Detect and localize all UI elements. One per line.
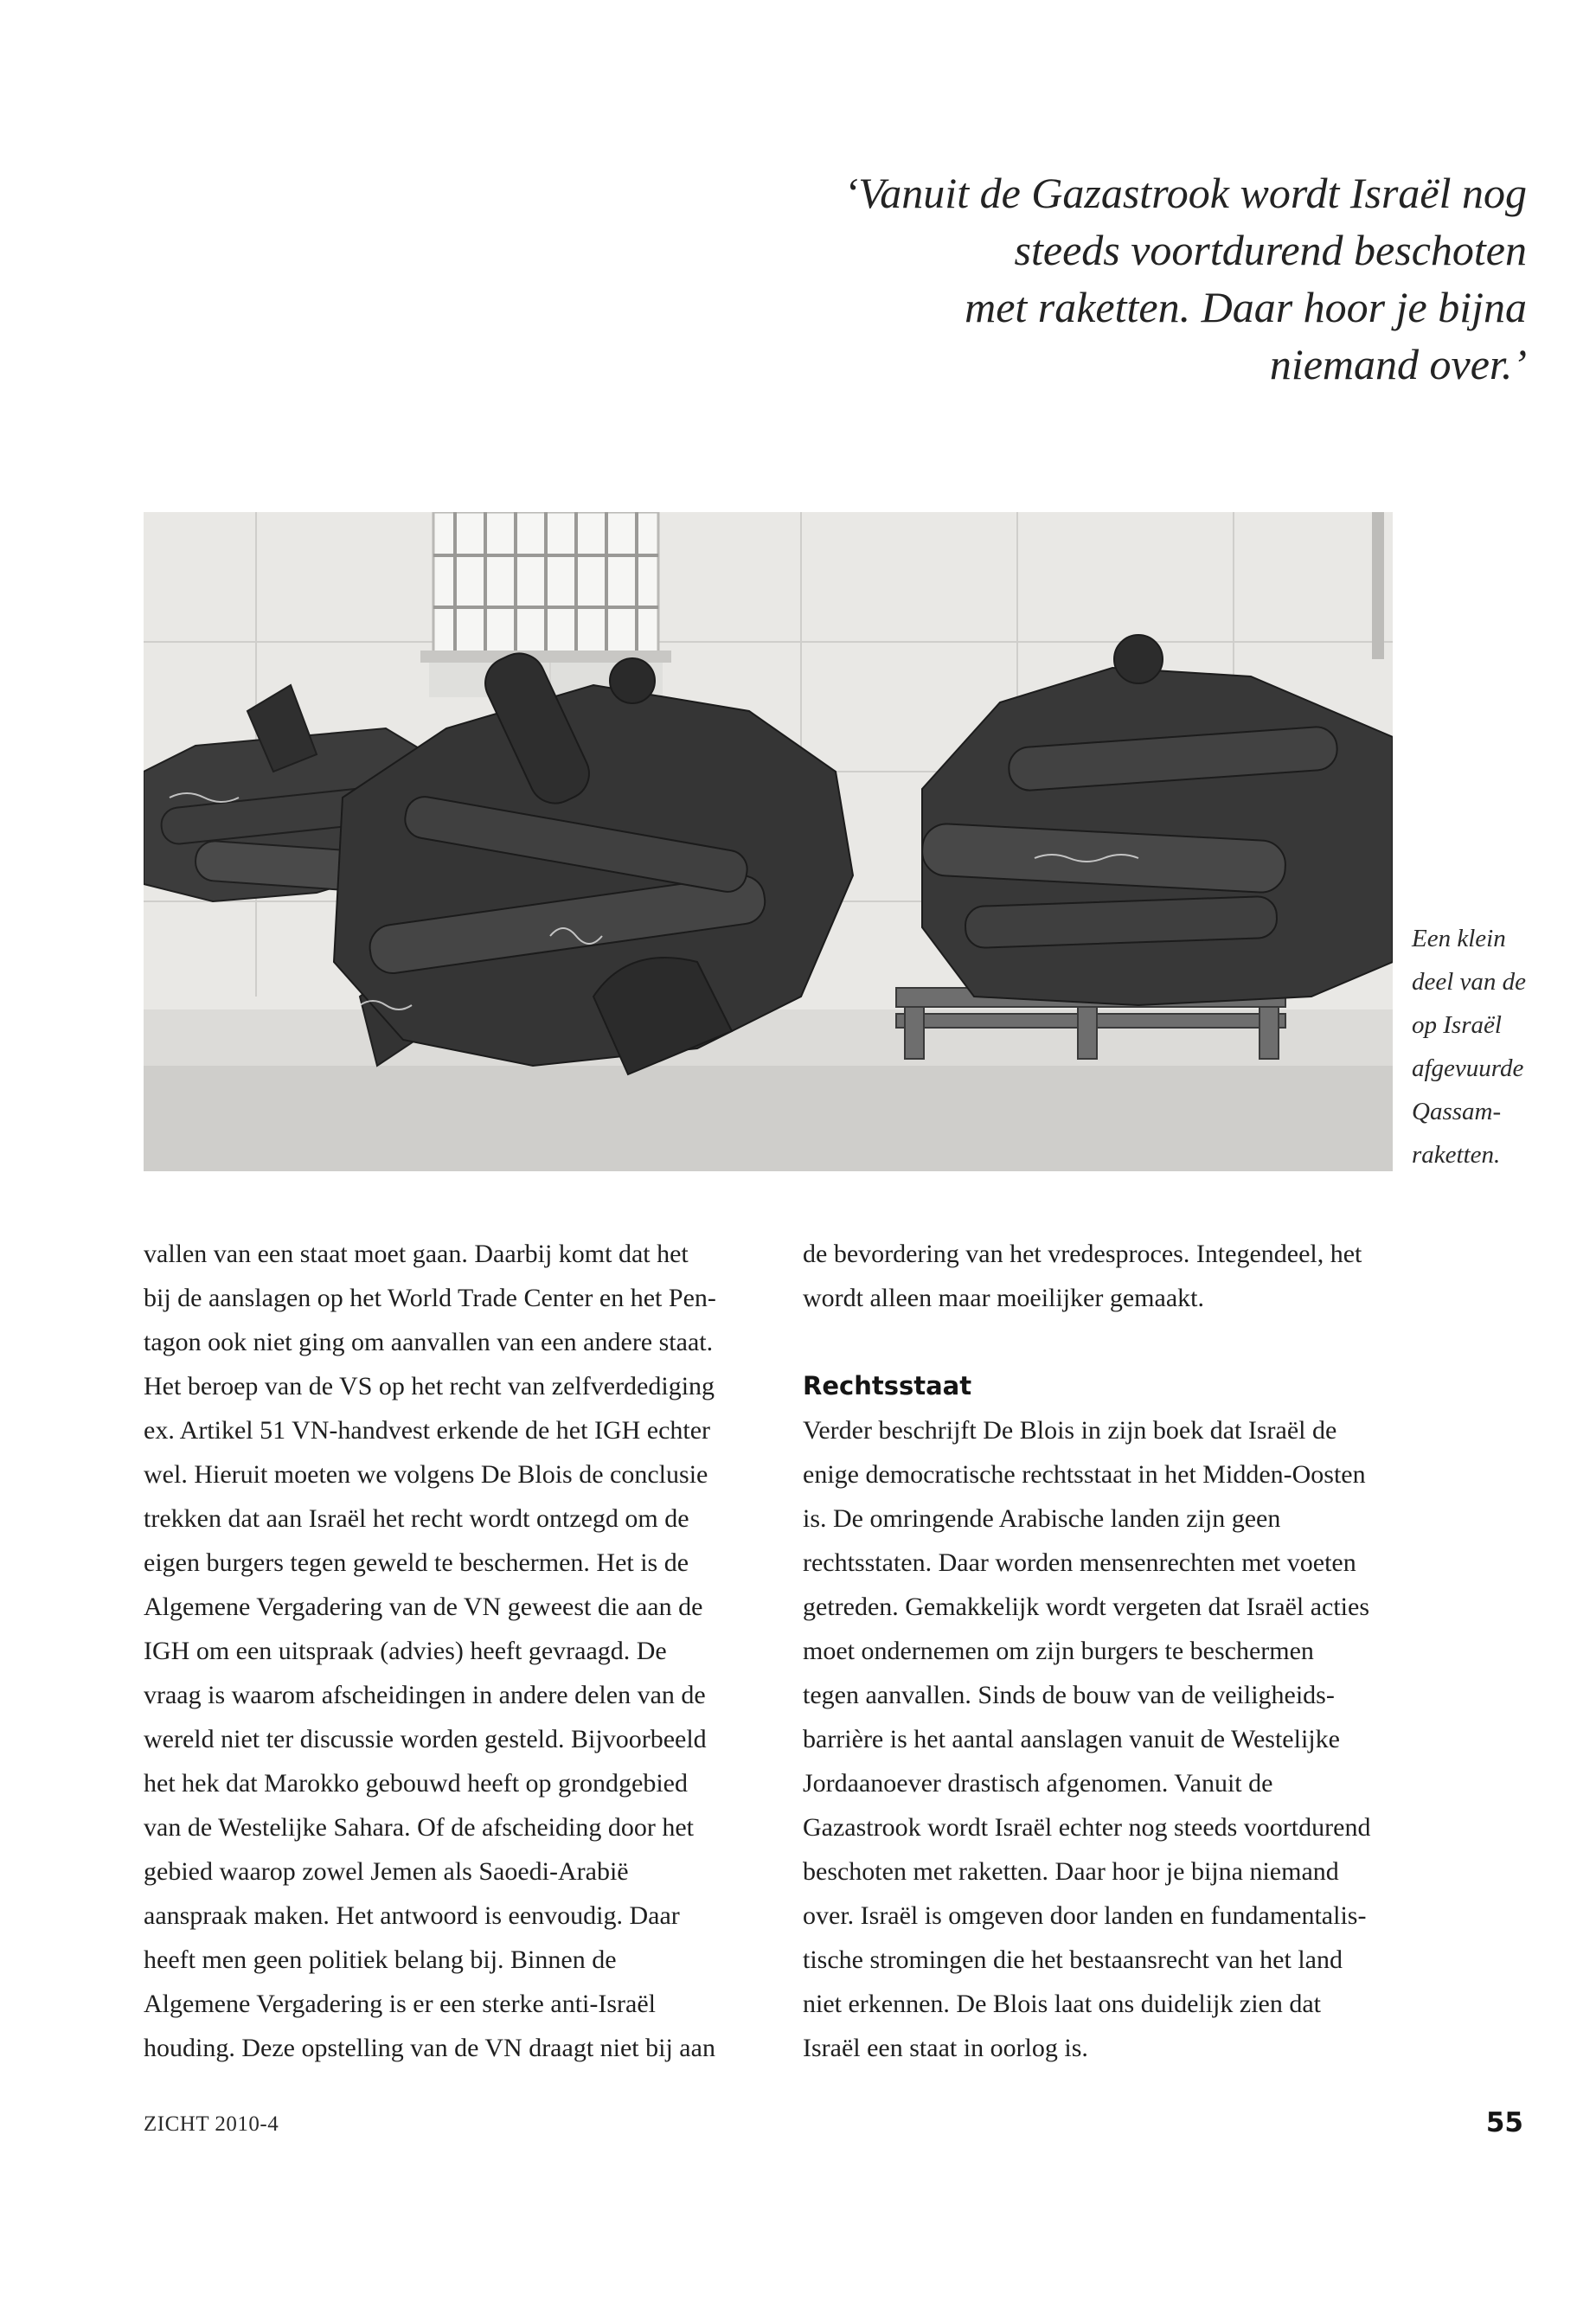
body-line: niet erkennen. De Blois laat ons duidelijk zien dat <box>803 1990 1322 2018</box>
pull-quote-line: steeds voortdurend beschoten <box>1014 226 1527 274</box>
body-line: de bevordering van het vredesproces. Integendeel, het <box>803 1240 1362 1268</box>
caption-line: afgevuurde <box>1412 1054 1524 1082</box>
body-line: Algemene Vergadering van de VN geweest die aan de <box>144 1593 703 1621</box>
pull-quote <box>766 164 1527 393</box>
body-line: rechtsstaten. Daar worden mensenrechten met voeten <box>803 1548 1356 1577</box>
body-line: eigen burgers tegen geweld te beschermen. Het is de <box>144 1548 689 1577</box>
body-line: Verder beschrijft De Blois in zijn boek dat Israël de <box>803 1416 1337 1445</box>
body-line: het hek dat Marokko gebouwd heeft op grondgebied <box>144 1769 688 1798</box>
pull-quote-line: met raketten. Daar hoor je bijna <box>965 283 1527 331</box>
body-line: trekken dat aan Israël het recht wordt ontzegd om de <box>144 1504 689 1533</box>
caption-line: raketten. <box>1412 1141 1501 1169</box>
publication-footer: ZICHT 2010-4 <box>144 2112 279 2136</box>
body-line: bij de aanslagen op het World Trade Center en het Pen- <box>144 1284 716 1312</box>
body-line: wel. Hieruit moeten we volgens De Blois de conclusie <box>144 1460 708 1489</box>
body-line: getreden. Gemakkelijk wordt vergeten dat Israël acties <box>803 1593 1370 1621</box>
body-line: beschoten met raketten. Daar hoor je bijna niemand <box>803 1857 1339 1886</box>
body-line: vallen van een staat moet gaan. Daarbij komt dat het <box>144 1240 689 1268</box>
section-heading: Rechtsstaat <box>803 1371 972 1400</box>
body-line: enige democratische rechtsstaat in het Midden-Oosten <box>803 1460 1366 1489</box>
caption-line: Qassam- <box>1412 1098 1502 1125</box>
body-line: houding. Deze opstelling van de VN draagt niet bij aan <box>144 2034 715 2062</box>
body-line: IGH om een uitspraak (advies) heeft gevraagd. De <box>144 1637 667 1665</box>
body-line: Jordaanoever drastisch afgenomen. Vanuit de <box>803 1769 1273 1798</box>
photo-caption <box>1412 917 1567 1176</box>
body-line: Israël een staat in oorlog is. <box>803 2034 1088 2062</box>
body-line: wordt alleen maar moeilijker gemaakt. <box>803 1284 1204 1312</box>
rocket-debris-photo <box>144 512 1393 1171</box>
body-line: moet ondernemen om zijn burgers te beschermen <box>803 1637 1314 1665</box>
body-line: ex. Artikel 51 VN-handvest erkende de het IGH echter <box>144 1416 711 1445</box>
body-line: barrière is het aantal aanslagen vanuit de Westelijke <box>803 1725 1340 1753</box>
photo-illustration <box>144 512 1393 1171</box>
body-line: Het beroep van de VS op het recht van zelfverdediging <box>144 1372 715 1400</box>
body-line: Algemene Vergadering is er een sterke anti-Israël <box>144 1990 656 2018</box>
pull-quote-line: niemand over.’ <box>1269 340 1527 388</box>
body-line: tegen aanvallen. Sinds de bouw van de veiligheids- <box>803 1681 1335 1709</box>
body-line: is. De omringende Arabische landen zijn geen <box>803 1504 1281 1533</box>
body-line: wereld niet ter discussie worden gesteld. Bijvoorbeeld <box>144 1725 707 1753</box>
body-line: tische stromingen die het bestaansrecht van het land <box>803 1945 1343 1974</box>
right-column <box>803 1232 1408 2070</box>
body-line: gebied waarop zowel Jemen als Saoedi-Arabië <box>144 1857 629 1886</box>
body-line: over. Israël is omgeven door landen en fundamentalis- <box>803 1901 1367 1930</box>
body-line: vraag is waarom afscheidingen in andere delen van de <box>144 1681 706 1709</box>
pull-quote-line: ‘Vanuit de Gazastrook wordt Israël nog <box>843 169 1527 217</box>
body-line: aanspraak maken. Het antwoord is eenvoudig. Daar <box>144 1901 680 1930</box>
body-line: heeft men geen politiek belang bij. Binnen de <box>144 1945 617 1974</box>
caption-line: Een klein <box>1412 925 1506 952</box>
body-line: Gazastrook wordt Israël echter nog steeds voortdurend <box>803 1813 1371 1842</box>
left-column <box>144 1232 749 2070</box>
page-number: 55 <box>1485 2107 1523 2138</box>
body-line: tagon ook niet ging om aanvallen van een andere staat. <box>144 1328 714 1356</box>
body-line: van de Westelijke Sahara. Of de afscheiding door het <box>144 1813 694 1842</box>
caption-line: op Israël <box>1412 1011 1502 1039</box>
paragraph-gap <box>803 1320 1408 1364</box>
caption-line: deel van de <box>1412 968 1527 996</box>
